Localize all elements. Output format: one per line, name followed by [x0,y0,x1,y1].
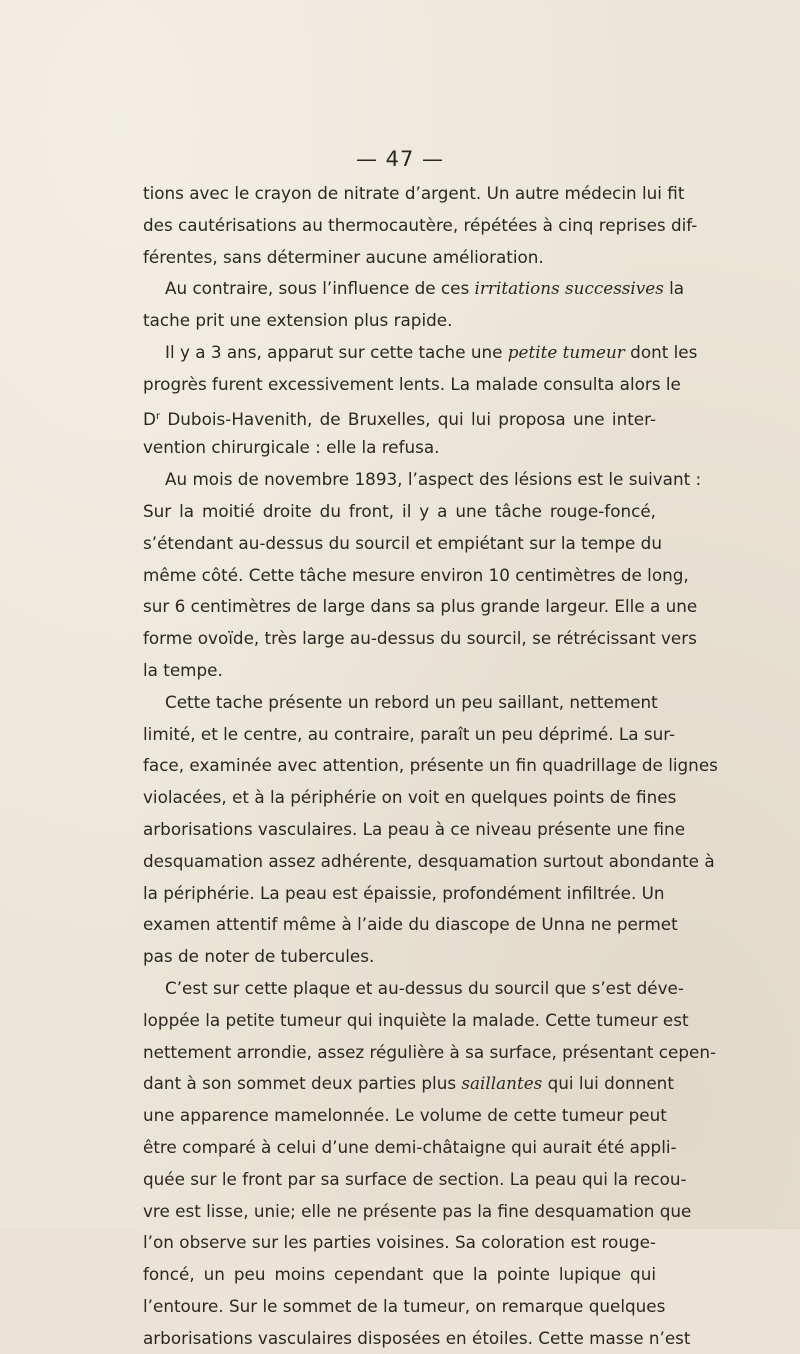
text-line: des cautérisations au thermocautère, répétées à cinq reprises dif- [143,214,698,235]
text-line: Cette tache présente un rebord un peu saillant, nettement [165,691,658,712]
text-run: Dubois-Havenith, de Bruxelles, qui lui proposa une inter- [160,408,656,429]
text-line [143,401,656,433]
text-line: tions avec le crayon de nitrate d’argent. Un autre médecin lui fit [143,183,685,203]
text-run: la [663,278,685,299]
text-line [143,337,698,369]
text-line: pas de noter de tubercules. [143,946,375,967]
text-line: la périphérie. La peau est épaissie, profondément infiltrée. Un [143,882,665,903]
text-line: C’est sur cette plaque et au-dessus du sourcil que s’est déve- [165,977,684,998]
text-line: même côté. Cette tâche mesure environ 10 centimètres de long, [143,564,689,585]
text-run: dant à son sommet deux parties plus [143,1073,462,1094]
text-line: vention chirurgicale : elle la refusa. [143,437,440,458]
text-line: férentes, sans déterminer aucune amélioration. [143,246,544,267]
text-line: sur 6 centimètres de large dans sa plus grande largeur. Elle a une [143,596,698,617]
text-line [143,1068,674,1100]
text-line: l’entoure. Sur le sommet de la tumeur, on remarque quelques [143,1295,666,1316]
text-line: violacées, et à la périphérie on voit en quelques points de fines [143,787,677,808]
text-line: l’on observe sur les parties voisines. Sa coloration est rouge- [143,1232,656,1253]
text-line: forme ovoïde, très large au-dessus du sourcil, se rétrécissant vers [143,628,697,649]
text-line: nettement arrondie, assez régulière à sa surface, présentant cepen- [143,1041,717,1062]
italic-phrase: petite tumeur [507,341,625,362]
text-run: Au contraire, sous l’influence de ces [165,278,475,299]
italic-phrase: saillantes [461,1073,543,1094]
text-line: arborisations vasculaires. La peau à ce niveau présente une fine [143,818,686,839]
text-line: quée sur le front par sa surface de section. La peau qui la recou- [143,1168,687,1189]
text-line: Au mois de novembre 1893, l’aspect des lésions est le suivant : [165,469,702,490]
text-line: foncé, un peu moins cependant que la pointe lupique qui [143,1264,656,1285]
text-line: Sur la moitié droite du front, il y a une tâche rouge-foncé, [143,500,656,521]
body-text [143,178,718,1354]
text-line [143,273,685,305]
text-line: limité, et le centre, au contraire, paraît un peu déprimé. La sur- [143,723,676,744]
text-run: D [143,408,156,429]
text-line: vre est lisse, unie; elle ne présente pas la fine desquamation que [143,1200,692,1221]
text-line: être comparé à celui d’une demi-châtaigne qui aurait été appli- [143,1136,677,1157]
page-number: — 47 — [355,147,445,171]
superscript: r [155,410,161,422]
text-run: Il y a 3 ans, apparut sur cette tache une [165,341,508,362]
text-line: progrès furent excessivement lents. La malade consulta alors le [143,373,681,394]
italic-phrase: irritations successives [474,278,664,299]
text-line: loppée la petite tumeur qui inquiète la malade. Cette tumeur est [143,1009,689,1030]
text-line: desquamation assez adhérente, desquamation surtout abondante à [143,850,715,871]
text-line: arborisations vasculaires disposées en étoiles. Cette masse n’est [143,1327,691,1348]
text-line: face, examinée avec attention, présente un fin quadrillage de lignes [143,755,718,776]
text-line: s’étendant au-dessus du sourcil et empiétant sur la tempe du [143,532,662,553]
text-line: examen attentif même à l’aide du diascope de Unna ne permet [143,914,678,935]
text-run: dont les [624,341,698,362]
text-line: une apparence mamelonnée. Le volume de cette tumeur peut [143,1105,667,1126]
text-line: la tempe. [143,659,223,680]
text-line: tache prit une extension plus rapide. [143,310,453,331]
text-run: qui lui donnent [542,1073,674,1094]
